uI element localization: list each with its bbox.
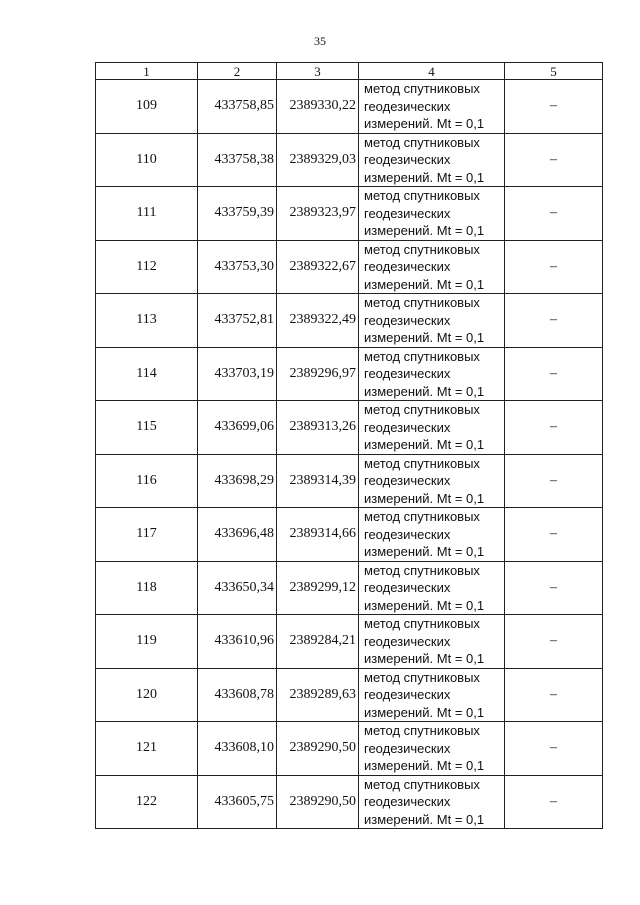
- note-cell: –: [505, 454, 603, 508]
- note-cell: –: [505, 347, 603, 401]
- coord-x: 433758,85: [198, 80, 277, 134]
- method-line: метод спутниковых: [364, 295, 480, 310]
- note-cell: –: [505, 240, 603, 294]
- coord-y: 2389314,66: [277, 508, 359, 562]
- coord-x: 433753,30: [198, 240, 277, 294]
- table-row: [96, 187, 603, 241]
- method-cell: [359, 347, 505, 401]
- table-row: [96, 133, 603, 187]
- point-number: 118: [96, 561, 198, 615]
- point-number: 111: [96, 187, 198, 241]
- method-cell: [359, 508, 505, 562]
- coord-x: 433699,06: [198, 401, 277, 455]
- method-line: геодезических: [364, 312, 451, 328]
- method-line: геодезических: [364, 687, 451, 702]
- point-number: 117: [96, 508, 198, 562]
- note-cell: –: [505, 294, 603, 348]
- note-cell: –: [505, 561, 603, 615]
- coord-y: 2389299,12: [277, 561, 359, 615]
- note-cell: –: [505, 775, 603, 829]
- method-cell: [359, 775, 505, 829]
- point-number: 115: [96, 401, 198, 455]
- table-row: [96, 347, 603, 401]
- method-cell: [359, 668, 505, 722]
- note-cell: –: [505, 133, 603, 187]
- method-line: геодезических: [364, 152, 451, 167]
- method-line: геодезических: [364, 473, 451, 488]
- point-number: 119: [96, 615, 198, 669]
- method-line: метод спутниковых: [364, 348, 480, 364]
- method-line: измерений. Mt = 0,1: [364, 651, 485, 666]
- coord-y: 2389329,03: [277, 133, 359, 187]
- table-row: [96, 80, 603, 134]
- note-cell: –: [505, 401, 603, 455]
- note-cell: –: [505, 508, 603, 562]
- coord-y: 2389314,39: [277, 454, 359, 508]
- coord-x: 433758,38: [198, 133, 277, 187]
- method-line: измерений. Mt = 0,1: [364, 169, 485, 185]
- method-cell: [359, 454, 505, 508]
- table-header-row: [96, 63, 603, 80]
- method-line: измерений. Mt = 0,1: [364, 597, 485, 613]
- coord-x: 433605,75: [198, 775, 277, 829]
- method-line: метод спутниковых: [364, 241, 480, 257]
- coord-y: 2389313,26: [277, 401, 359, 455]
- method-line: метод спутниковых: [364, 776, 480, 792]
- coord-y: 2389330,22: [277, 80, 359, 134]
- table-row: [96, 454, 603, 508]
- table-row: [96, 508, 603, 562]
- method-line: метод спутниковых: [364, 455, 480, 471]
- table-row: [96, 294, 603, 348]
- coord-x: 433608,10: [198, 722, 277, 776]
- method-line: метод спутниковых: [364, 562, 480, 578]
- note-cell: –: [505, 80, 603, 134]
- method-line: геодезических: [364, 366, 451, 381]
- header-col-1: 1: [96, 63, 198, 80]
- method-cell: [359, 294, 505, 348]
- point-number: 121: [96, 722, 198, 776]
- coord-y: 2389290,50: [277, 775, 359, 829]
- method-line: измерений. Mt = 0,1: [364, 758, 485, 773]
- method-cell: [359, 722, 505, 776]
- method-line: метод спутниковых: [364, 616, 480, 631]
- coord-x: 433608,78: [198, 668, 277, 722]
- header-col-3: 3: [277, 63, 359, 80]
- method-line: геодезических: [364, 419, 451, 435]
- method-line: геодезических: [364, 740, 451, 756]
- method-line: метод спутниковых: [364, 188, 480, 203]
- table-row: [96, 775, 603, 829]
- point-number: 120: [96, 668, 198, 722]
- method-line: геодезических: [364, 98, 451, 114]
- table-row: [96, 240, 603, 294]
- method-line: геодезических: [364, 205, 451, 221]
- table-row: [96, 722, 603, 776]
- coord-y: 2389296,97: [277, 347, 359, 401]
- point-number: 114: [96, 347, 198, 401]
- method-line: метод спутниковых: [364, 134, 480, 150]
- method-line: измерений. Mt = 0,1: [364, 704, 485, 720]
- coord-y: 2389290,50: [277, 722, 359, 776]
- table-row: [96, 401, 603, 455]
- point-number: 113: [96, 294, 198, 348]
- method-line: измерений. Mt = 0,1: [364, 544, 485, 559]
- method-line: измерений. Mt = 0,1: [364, 223, 485, 238]
- point-number: 110: [96, 133, 198, 187]
- method-line: измерений. Mt = 0,1: [364, 490, 485, 506]
- method-line: геодезических: [364, 526, 451, 542]
- note-cell: –: [505, 615, 603, 669]
- note-cell: –: [505, 722, 603, 776]
- coord-y: 2389284,21: [277, 615, 359, 669]
- method-line: измерений. Mt = 0,1: [364, 116, 485, 131]
- coord-x: 433752,81: [198, 294, 277, 348]
- method-line: измерений. Mt = 0,1: [364, 383, 485, 399]
- coord-x: 433759,39: [198, 187, 277, 241]
- method-line: геодезических: [364, 794, 451, 809]
- coord-y: 2389322,67: [277, 240, 359, 294]
- method-line: геодезических: [364, 633, 451, 649]
- header-col-2: 2: [198, 63, 277, 80]
- point-number: 109: [96, 80, 198, 134]
- method-cell: [359, 240, 505, 294]
- point-number: 116: [96, 454, 198, 508]
- point-number: 122: [96, 775, 198, 829]
- method-line: метод спутниковых: [364, 723, 480, 738]
- method-cell: [359, 80, 505, 134]
- coord-y: 2389322,49: [277, 294, 359, 348]
- point-number: 112: [96, 240, 198, 294]
- coord-x: 433696,48: [198, 508, 277, 562]
- note-cell: –: [505, 187, 603, 241]
- coord-y: 2389323,97: [277, 187, 359, 241]
- method-line: измерений. Mt = 0,1: [364, 276, 485, 292]
- method-line: метод спутниковых: [364, 509, 480, 524]
- coord-x: 433703,19: [198, 347, 277, 401]
- coord-x: 433698,29: [198, 454, 277, 508]
- coordinates-table: [95, 62, 603, 829]
- method-line: измерений. Mt = 0,1: [364, 437, 485, 452]
- coord-y: 2389289,63: [277, 668, 359, 722]
- page-number: 35: [314, 34, 326, 48]
- method-line: измерений. Mt = 0,1: [364, 330, 485, 345]
- table-row: [96, 561, 603, 615]
- method-line: метод спутниковых: [364, 669, 480, 685]
- header-col-5: 5: [505, 63, 603, 80]
- coord-x: 433610,96: [198, 615, 277, 669]
- method-cell: [359, 615, 505, 669]
- method-line: измерений. Mt = 0,1: [364, 811, 485, 827]
- method-cell: [359, 187, 505, 241]
- header-col-4: 4: [359, 63, 505, 80]
- table-row: [96, 668, 603, 722]
- table-body: [96, 80, 603, 829]
- method-cell: [359, 133, 505, 187]
- method-line: геодезических: [364, 259, 451, 274]
- method-cell: [359, 401, 505, 455]
- table-row: [96, 615, 603, 669]
- method-line: геодезических: [364, 580, 451, 595]
- method-cell: [359, 561, 505, 615]
- coord-x: 433650,34: [198, 561, 277, 615]
- method-line: метод спутниковых: [364, 402, 480, 417]
- method-line: метод спутниковых: [364, 81, 480, 96]
- note-cell: –: [505, 668, 603, 722]
